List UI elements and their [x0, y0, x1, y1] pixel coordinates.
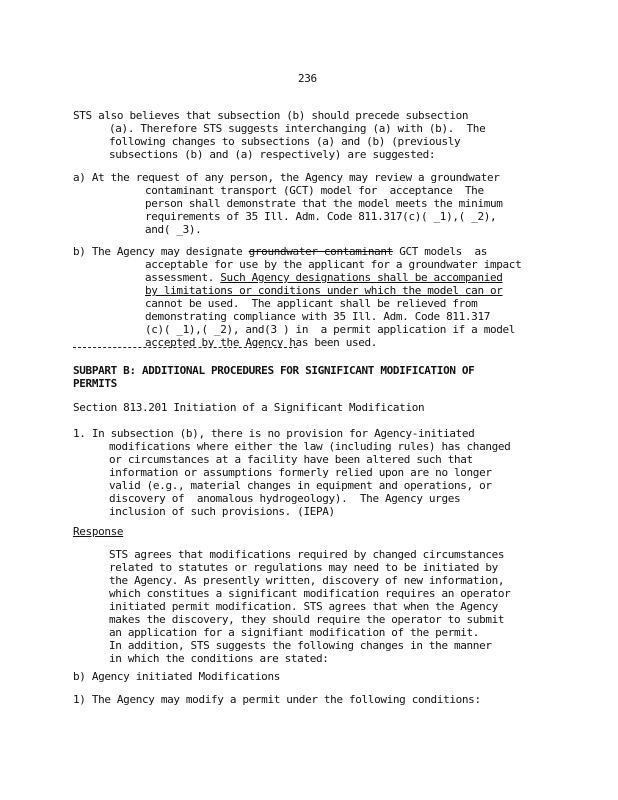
comment-line: or circumstances at a facility have been altered such that: [109, 453, 473, 466]
comment-line: information or assumptions formerly relied upon are no longer: [109, 466, 492, 479]
para-a-first-line: a) At the request of any person, the Agency may review a groundwater: [73, 171, 500, 184]
response-line: makes the discovery, they should require the operator to submit: [109, 613, 505, 626]
page-number: 236: [298, 72, 317, 85]
para-a-line: person shall demonstrate that the model meets the minimum: [145, 197, 503, 210]
response-line: STS agrees that modifications required by changed circumstances: [109, 548, 505, 561]
comment-line: modifications where either the law (including rules) has changed: [109, 440, 511, 453]
underlined-line: by limitations or conditions under which the model can or: [145, 284, 503, 297]
para-b-line: cannot be used. The applicant shall be relieved from: [145, 297, 478, 310]
response-label: Response: [73, 525, 124, 538]
response-line: related to statutes or regulations may need to be initiated by: [109, 561, 498, 574]
section-title: Section 813.201 Initiation of a Significant Modification: [73, 401, 425, 414]
para-b-line: accepted by the Agency has been used.: [145, 336, 378, 349]
para-b-text: b) The Agency may designate: [73, 245, 249, 258]
para-b-line: acceptable for use by the applicant for a groundwater impact: [145, 258, 522, 271]
para-b-first-line: [73, 245, 487, 258]
sub-heading-b: b) Agency initiated Modifications: [73, 670, 280, 683]
struck-text: groundwater contaminant: [248, 245, 393, 258]
underlined-text: Such Agency designations shall be accompanied: [220, 271, 503, 284]
para-b-text: assessment.: [145, 271, 221, 284]
comment-line: inclusion of such provisions. (IEPA): [109, 505, 335, 518]
comment-first-line: 1. In subsection (b), there is no provision for Agency-initiated: [73, 427, 475, 440]
para-b-text: GCT models as: [392, 245, 488, 258]
para-b-line: (c)( _1),( _2), and(3 ) in a permit application if a model: [145, 323, 516, 336]
intro-line: following changes to subsections (a) and (b) (previously: [109, 135, 461, 148]
comment-line: discovery of anomalous hydrogeology). The Agency urges: [109, 492, 461, 505]
para-b-line: demonstrating compliance with 35 Ill. Adm. Code 811.317: [145, 310, 490, 323]
response-line: in which the conditions are stated:: [109, 652, 329, 665]
response-line: which constitues a significant modification requires an operator: [109, 587, 511, 600]
item-1: 1) The Agency may modify a permit under the following conditions:: [73, 693, 481, 706]
intro-line: subsections (b) and (a) respectively) are suggested:: [109, 148, 436, 161]
para-a-line: contaminant transport (GCT) model for acceptance The: [145, 184, 484, 197]
intro-line: (a). Therefore STS suggests interchanging (a) with (b). The: [109, 122, 486, 135]
para-a-line: and( _3).: [145, 223, 202, 236]
separator-line: [73, 347, 297, 348]
para-b-line: [145, 271, 503, 284]
response-line: initiated permit modification. STS agrees that when the Agency: [109, 600, 498, 613]
para-a-line: requirements of 35 Ill. Adm. Code 811.317(c)( _1),( _2),: [145, 210, 497, 223]
response-line: In addition, STS suggests the following changes in the manner: [109, 639, 492, 652]
response-line: the Agency. As presently written, discovery of new information,: [109, 574, 505, 587]
comment-line: valid (e.g., material changes in equipment and operations, or: [109, 479, 492, 492]
response-line: an application for a signifiant modification of the permit.: [109, 626, 480, 639]
intro-line: STS also believes that subsection (b) should precede subsection: [73, 109, 469, 122]
subpart-heading: PERMITS: [73, 377, 117, 390]
subpart-heading: SUBPART B: ADDITIONAL PROCEDURES FOR SIGNIFICANT MODIFICATION OF: [73, 364, 475, 377]
